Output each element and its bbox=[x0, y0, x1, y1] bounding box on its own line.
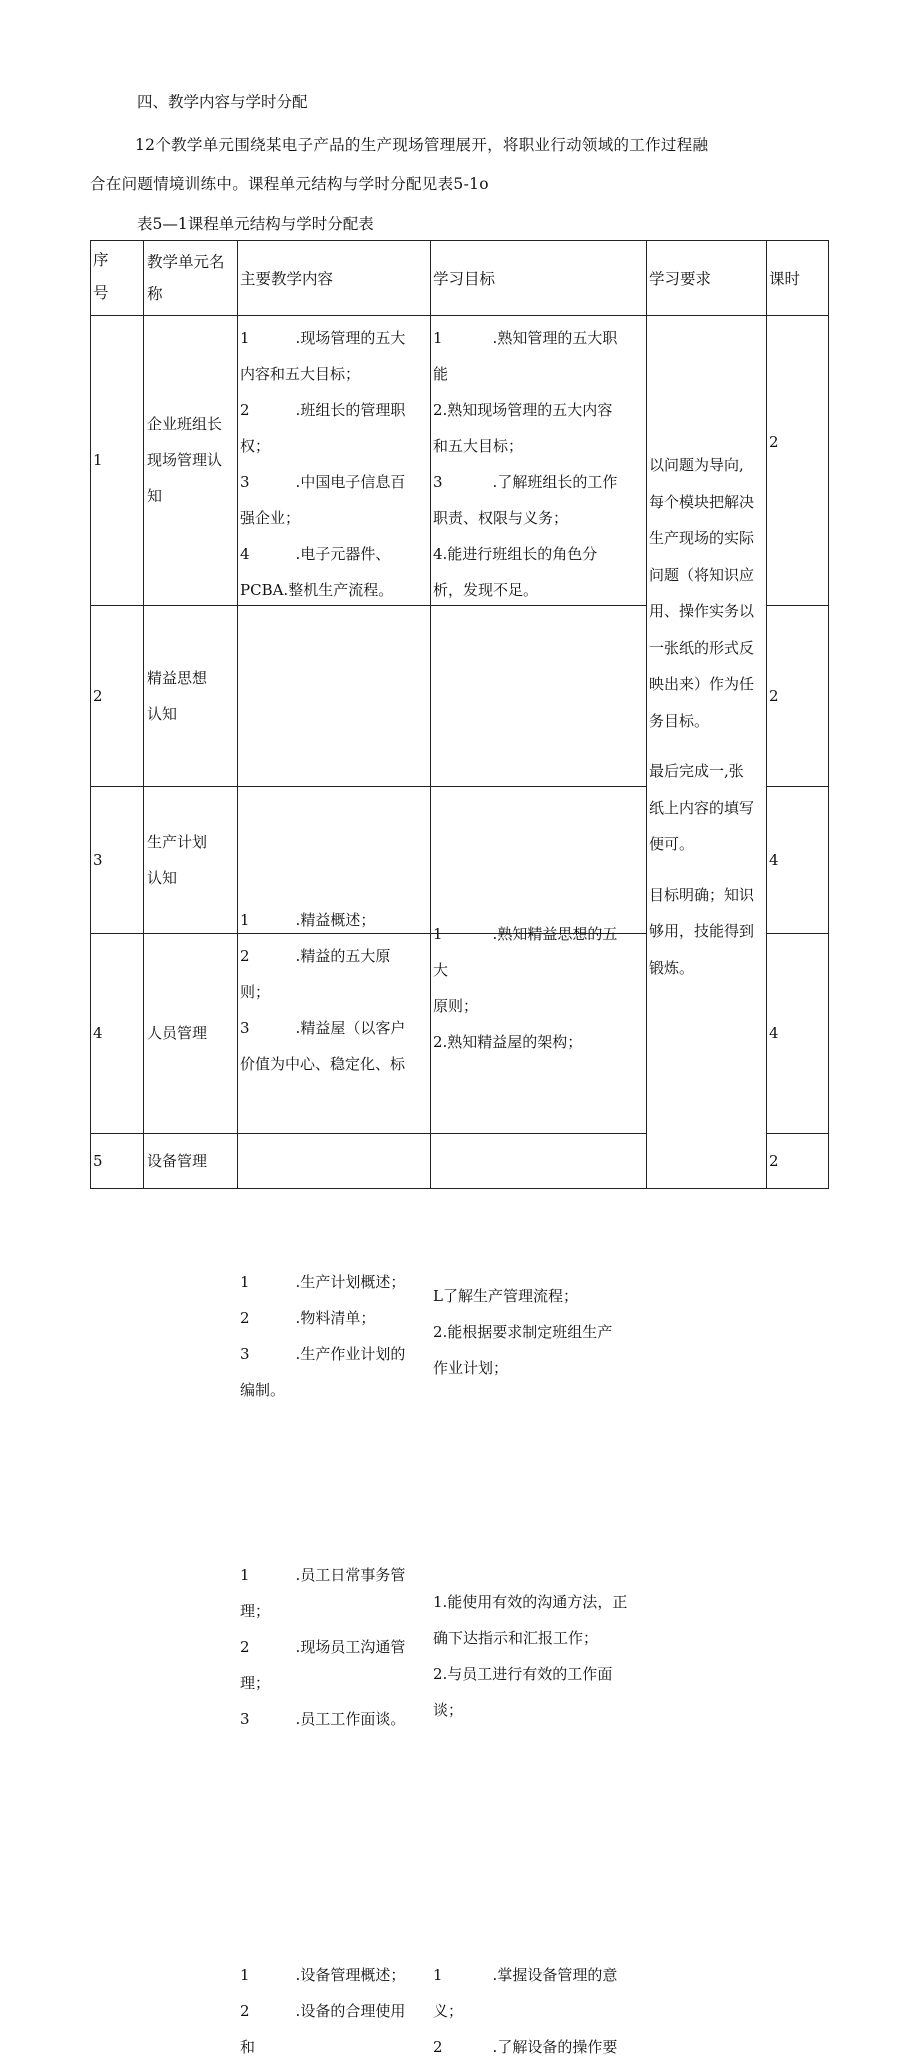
header-hours-text: 课时 bbox=[769, 270, 801, 288]
row-seq-text: 1 bbox=[93, 451, 103, 469]
course-unit-table bbox=[90, 240, 828, 2056]
table-row-border bbox=[90, 605, 646, 606]
header-objectives bbox=[433, 261, 495, 297]
row-objectives bbox=[433, 320, 644, 603]
header-unit-name bbox=[147, 246, 239, 310]
content-line bbox=[240, 1264, 428, 1300]
row-unit-name-text: 知 bbox=[147, 487, 163, 505]
row-unit-name-text: 企业班组长 bbox=[147, 415, 223, 433]
table-col-border bbox=[430, 240, 431, 1188]
objective-line bbox=[433, 2029, 644, 2065]
table-row-border bbox=[766, 786, 829, 787]
table-row-border bbox=[90, 240, 829, 241]
row-hours-text: 2 bbox=[769, 1151, 779, 1170]
row-seq-text: 3 bbox=[93, 850, 103, 869]
objective-line bbox=[433, 1024, 644, 1060]
content-line bbox=[240, 1300, 428, 1336]
objective-text: 作业计划； bbox=[433, 1359, 509, 1377]
row-objectives bbox=[433, 1957, 644, 2065]
row-hours-text: 2 bbox=[769, 433, 779, 451]
objective-number: 1 bbox=[433, 329, 443, 347]
content-text: 强企业； bbox=[240, 509, 301, 527]
requirements-line: 用、操作实务以 bbox=[649, 602, 755, 620]
content-text: 价值为中心、稳定化、标 bbox=[240, 1055, 406, 1073]
content-number: 1 bbox=[240, 911, 250, 929]
objective-line bbox=[433, 1620, 644, 1656]
requirements-line: 目标明确；知识 bbox=[649, 885, 755, 904]
content-number: 1 bbox=[240, 1273, 250, 1291]
objective-line bbox=[433, 1692, 644, 1728]
paragraph-line-2: 合在问题情境训练中。课程单元结构与学时分配见表5-1o bbox=[90, 175, 489, 193]
table-row-border bbox=[766, 605, 829, 606]
objective-text: 析，发现不足。 bbox=[433, 581, 539, 599]
content-text: .生产计划概述； bbox=[295, 1273, 406, 1291]
table-col-border bbox=[766, 240, 767, 1188]
objective-text: .熟知管理的五大职 bbox=[492, 329, 618, 347]
header-unit-name-text: 教学单元名 bbox=[147, 253, 225, 271]
row-unit-name-text: 现场管理认 bbox=[147, 451, 223, 469]
row-content bbox=[240, 1264, 428, 1408]
requirements-spacer bbox=[649, 863, 764, 877]
header-requirements bbox=[649, 261, 711, 297]
content-text: .员工日常事务管 bbox=[295, 1566, 406, 1584]
row-content bbox=[240, 902, 428, 1082]
header-content bbox=[240, 261, 333, 297]
header-seq bbox=[93, 244, 141, 310]
table-row-border bbox=[766, 933, 829, 934]
row-unit-name-text: 设备管理 bbox=[147, 1151, 208, 1170]
content-line bbox=[240, 1665, 428, 1701]
objective-text: .了解班组长的工作 bbox=[492, 473, 618, 491]
row-objectives bbox=[433, 1278, 644, 1386]
content-number: 1 bbox=[240, 329, 250, 347]
requirements-line: 生产现场的实际 bbox=[649, 529, 755, 547]
objective-text: L了解生产管理流程； bbox=[433, 1287, 578, 1305]
content-text: 内容和五大目标； bbox=[240, 365, 361, 383]
content-text: .精益的五大原 bbox=[295, 947, 391, 965]
objective-line bbox=[433, 428, 644, 464]
table-row-border bbox=[90, 315, 829, 316]
objective-text: 4.能进行班组长的角色分 bbox=[433, 545, 598, 563]
objective-line bbox=[433, 916, 644, 952]
content-line bbox=[240, 464, 428, 500]
content-number: 1 bbox=[240, 1966, 250, 1984]
row-hours-text: 4 bbox=[769, 1024, 779, 1042]
objective-line bbox=[433, 572, 644, 603]
content-text: PCBA.整机生产流程。 bbox=[240, 581, 394, 599]
objective-line bbox=[433, 1314, 644, 1350]
content-text: 则； bbox=[240, 983, 271, 1001]
content-line bbox=[240, 1336, 428, 1372]
content-text: 和 bbox=[240, 2038, 256, 2056]
row-content bbox=[240, 1957, 428, 2065]
table-row-border bbox=[90, 786, 646, 787]
content-line bbox=[240, 1701, 428, 1737]
content-text: 理； bbox=[240, 1602, 271, 1620]
content-number: 2 bbox=[240, 947, 250, 965]
objective-text: 和五大目标； bbox=[433, 437, 524, 455]
row-content bbox=[240, 320, 428, 603]
content-text: .现场员工沟通管 bbox=[295, 1638, 406, 1656]
row-unit-name bbox=[147, 1143, 239, 1179]
row-unit-name-text: 人员管理 bbox=[147, 1024, 208, 1042]
content-line bbox=[240, 500, 428, 536]
content-line bbox=[240, 572, 428, 603]
requirements-spacer bbox=[649, 739, 764, 753]
content-text: .班组长的管理职 bbox=[295, 401, 406, 419]
row-unit-name-text: 认知 bbox=[147, 868, 178, 887]
objective-line bbox=[433, 988, 644, 1024]
content-text: .电子元器件、 bbox=[295, 545, 391, 563]
content-text: .中国电子信息百 bbox=[295, 473, 406, 491]
row-unit-name bbox=[147, 406, 239, 514]
paragraph-line-1: 12个教学单元围绕某电子产品的生产现场管理展开，将职业行动领域的工作过程融 bbox=[135, 136, 709, 154]
requirements-line: 问题（将知识应 bbox=[649, 565, 755, 584]
objective-number: 1 bbox=[433, 925, 443, 943]
objective-number: 2 bbox=[433, 2038, 443, 2056]
content-number: 4 bbox=[240, 545, 250, 563]
content-number: 3 bbox=[240, 473, 250, 491]
objective-text: .掌握设备管理的意 bbox=[492, 1966, 618, 1984]
content-line bbox=[240, 1593, 428, 1629]
objective-line bbox=[433, 392, 644, 428]
header-seq-text: 号 bbox=[93, 284, 109, 302]
objective-line bbox=[433, 1278, 644, 1314]
requirements-line: 映出来）作为任 bbox=[649, 675, 755, 693]
row-unit-name bbox=[147, 824, 239, 896]
objective-number: 3 bbox=[433, 473, 443, 491]
row-seq bbox=[93, 442, 103, 478]
requirements-line: 纸上内容的填写 bbox=[649, 798, 755, 817]
row-hours bbox=[769, 842, 779, 878]
requirements-line: 最后完成一,张 bbox=[649, 762, 744, 780]
table-col-border bbox=[143, 240, 144, 1188]
row-objectives bbox=[433, 916, 644, 1060]
row-unit-name-text: 生产计划 bbox=[147, 832, 208, 851]
requirements-line: 够用，技能得到 bbox=[649, 922, 755, 940]
objective-text: 义； bbox=[433, 2002, 464, 2020]
content-line bbox=[240, 2029, 428, 2065]
content-line bbox=[240, 536, 428, 572]
objective-text: 2.与员工进行有效的工作面 bbox=[433, 1665, 613, 1683]
row-hours bbox=[769, 1015, 779, 1051]
row-seq-text: 4 bbox=[93, 1024, 103, 1042]
content-line bbox=[240, 974, 428, 1010]
content-text: .精益概述； bbox=[295, 911, 376, 929]
objective-line bbox=[433, 1584, 644, 1620]
content-number: 2 bbox=[240, 1638, 250, 1656]
row-seq-text: 2 bbox=[93, 686, 103, 705]
content-line bbox=[240, 902, 428, 938]
row-seq bbox=[93, 1143, 103, 1179]
table-caption: 表5—1课程单元结构与学时分配表 bbox=[137, 215, 374, 233]
header-requirements-text: 学习要求 bbox=[649, 270, 712, 288]
objective-text: 职责、权限与义务； bbox=[433, 509, 569, 527]
row-content bbox=[240, 1557, 428, 1737]
content-number: 1 bbox=[240, 1566, 250, 1584]
row-unit-name-text: 精益思想 bbox=[147, 668, 208, 687]
content-number: 2 bbox=[240, 1309, 250, 1327]
table-col-border bbox=[646, 240, 647, 1188]
header-objectives-text: 学习目标 bbox=[433, 270, 496, 288]
content-number: 3 bbox=[240, 1019, 250, 1037]
objective-text: 1.能使用有效的沟通方法，正 bbox=[433, 1593, 628, 1611]
row-objectives bbox=[433, 1584, 644, 1728]
objective-text: 原则； bbox=[433, 997, 479, 1015]
content-text: 理； bbox=[240, 1674, 271, 1692]
header-content-text: 主要教学内容 bbox=[240, 270, 334, 288]
content-text: .物料清单； bbox=[295, 1309, 376, 1327]
row-unit-name bbox=[147, 660, 239, 732]
content-line bbox=[240, 1993, 428, 2029]
section-heading: 四、教学内容与学时分配 bbox=[137, 93, 308, 111]
objective-line bbox=[433, 1993, 644, 2029]
objective-line bbox=[433, 1350, 644, 1386]
content-text: .设备的合理使用 bbox=[295, 2002, 406, 2020]
objective-text: .了解设备的操作要 bbox=[492, 2038, 618, 2056]
header-seq-text: 序 bbox=[93, 251, 109, 269]
content-text: .员工工作面谈。 bbox=[295, 1710, 406, 1728]
content-text: 编制。 bbox=[240, 1381, 286, 1399]
content-text: .精益屋（以客户 bbox=[295, 1019, 406, 1037]
objective-text: 确下达指示和汇报工作； bbox=[433, 1629, 599, 1647]
objective-text: 2.熟知精益屋的架构； bbox=[433, 1033, 583, 1051]
table-row-border bbox=[766, 1133, 829, 1134]
requirements-line: 务目标。 bbox=[649, 711, 710, 730]
content-text: .现场管理的五大 bbox=[295, 329, 406, 347]
objective-line bbox=[433, 500, 644, 536]
content-text: 权； bbox=[240, 437, 271, 455]
requirements-line: 锻炼。 bbox=[649, 958, 695, 977]
content-line bbox=[240, 428, 428, 464]
content-line bbox=[240, 320, 428, 356]
objective-line bbox=[433, 952, 644, 988]
content-number: 2 bbox=[240, 401, 250, 419]
header-unit-name-text: 称 bbox=[147, 285, 163, 303]
requirements-line: 一张纸的形式反 bbox=[649, 638, 755, 657]
requirements-text bbox=[649, 447, 764, 986]
objective-text: 能 bbox=[433, 365, 449, 383]
row-unit-name bbox=[147, 1015, 239, 1051]
requirements-line: 便可。 bbox=[649, 835, 695, 853]
row-hours bbox=[769, 424, 779, 460]
table-col-border bbox=[90, 240, 91, 1188]
row-seq-text: 5 bbox=[93, 1151, 103, 1170]
objective-line bbox=[433, 1957, 644, 1993]
table-row-border bbox=[90, 1133, 646, 1134]
row-hours bbox=[769, 1143, 779, 1179]
objective-text: 谈； bbox=[433, 1701, 464, 1719]
content-line bbox=[240, 1372, 428, 1408]
requirements-line: 以问题为导向, bbox=[649, 456, 744, 474]
objective-line bbox=[433, 536, 644, 572]
content-number: 2 bbox=[240, 2002, 250, 2020]
content-line bbox=[240, 356, 428, 392]
content-line bbox=[240, 938, 428, 974]
row-hours-text: 4 bbox=[769, 850, 779, 869]
row-unit-name-text: 认知 bbox=[147, 704, 178, 723]
content-line bbox=[240, 1957, 428, 1993]
content-number: 3 bbox=[240, 1345, 250, 1363]
content-text: .设备管理概述； bbox=[295, 1966, 406, 1984]
content-line bbox=[240, 392, 428, 428]
objective-text: .熟知精益思想的五 bbox=[492, 925, 618, 943]
table-col-border bbox=[828, 240, 829, 1188]
table-row-border bbox=[90, 1188, 829, 1189]
content-text: .生产作业计划的 bbox=[295, 1345, 406, 1363]
content-line bbox=[240, 1010, 428, 1046]
objective-number: 1 bbox=[433, 1966, 443, 1984]
requirements-line: 每个模块把解决 bbox=[649, 492, 755, 511]
objective-line bbox=[433, 356, 644, 392]
content-line bbox=[240, 1629, 428, 1665]
row-seq bbox=[93, 1015, 103, 1051]
objective-line bbox=[433, 464, 644, 500]
objective-text: 2.熟知现场管理的五大内容 bbox=[433, 401, 613, 419]
content-number: 3 bbox=[240, 1710, 250, 1728]
row-hours-text: 2 bbox=[769, 686, 779, 705]
objective-line bbox=[433, 320, 644, 356]
objective-text: 2.能根据要求制定班组生产 bbox=[433, 1323, 613, 1341]
row-seq bbox=[93, 678, 103, 714]
row-hours bbox=[769, 678, 779, 714]
header-hours bbox=[769, 261, 800, 297]
objective-text: 大 bbox=[433, 961, 449, 979]
content-line bbox=[240, 1046, 428, 1082]
objective-line bbox=[433, 1656, 644, 1692]
row-seq bbox=[93, 842, 103, 878]
content-line bbox=[240, 1557, 428, 1593]
